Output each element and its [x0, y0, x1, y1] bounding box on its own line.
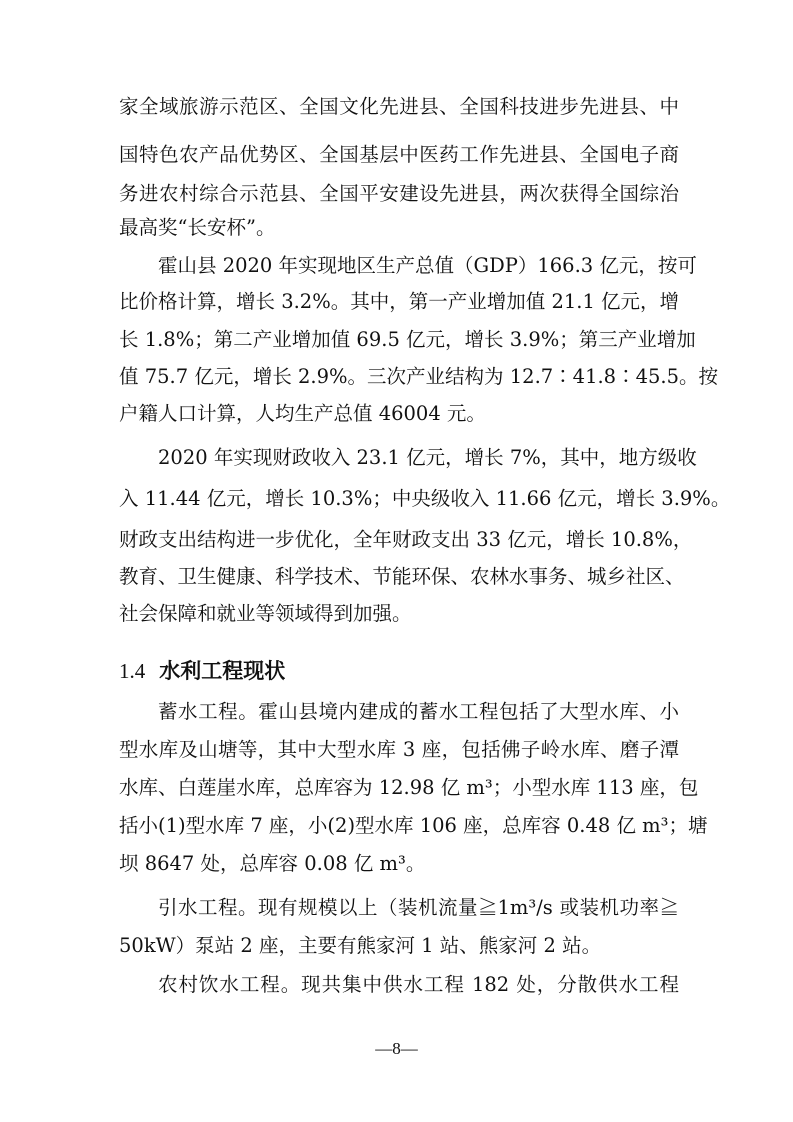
text-line: 最高奖“长安杯”。: [119, 216, 276, 239]
text-line: 括小(1)型水库 7 座，小(2)型水库 106 座，总库容 0.48 亿 m³；塘: [119, 814, 708, 837]
text-line: 50kW）泵站 2 座，主要有熊家河 1 站、熊家河 2 站。: [119, 934, 602, 957]
text-line: 入 11.44 亿元，增长 10.3%；中央级收入 11.66 亿元，增长 3.9%。: [119, 487, 731, 510]
text-line: 比价格计算，增长 3.2%。其中，第一产业增加值 21.1 亿元，增: [119, 290, 680, 313]
page-number: —8—: [375, 1039, 418, 1058]
section-number: 1.4: [119, 659, 146, 683]
text-line: 农村饮水工程。现共集中供水工程 182 处，分散供水工程: [158, 973, 679, 996]
text-line: 引水工程。现有规模以上（装机流量≧1m³/s 或装机功率≧: [158, 896, 679, 919]
text-line: 教育、卫生健康、科学技术、节能环保、农林水事务、城乡社区、: [119, 565, 685, 588]
section-title: 水利工程现状: [159, 659, 286, 683]
text-line: 型水库及山塘等，其中大型水库 3 座，包括佛子岭水库、磨子潭: [119, 738, 679, 761]
text-line: 2020 年实现财政收入 23.1 亿元，增长 7%，其中，地方级收: [158, 446, 697, 469]
text-line: 务进农村综合示范县、全国平安建设先进县，两次获得全国综治: [119, 182, 679, 205]
text-line: 坝 8647 处，总库容 0.08 亿 m³。: [119, 852, 426, 875]
text-line: 财政支出结构进一步优化，全年财政支出 33 亿元，增长 10.8%，: [119, 528, 693, 551]
text-line: 值 75.7 亿元，增长 2.9%。三次产业结构为 12.7∶41.8∶45.5。按: [119, 365, 719, 388]
text-line: 霍山县 2020 年实现地区生产总值（GDP）166.3 亿元，按可: [158, 254, 697, 277]
section-heading: [119, 657, 285, 685]
text-line: 水库、白莲崖水库，总库容为 12.98 亿 m³；小型水库 113 座，包: [119, 776, 699, 799]
text-line: 国特色农产品优势区、全国基层中医药工作先进县、全国电子商: [119, 143, 679, 166]
text-line: 社会保障和就业等领域得到加强。: [119, 602, 412, 625]
text-line: 户籍人口计算，人均生产总值 46004 元。: [119, 402, 486, 425]
text-line: 蓄水工程。霍山县境内建成的蓄水工程包括了大型水库、小: [158, 700, 679, 723]
text-line: 家全域旅游示范区、全国文化先进县、全国科技进步先进县、中: [119, 95, 679, 118]
text-line: 长 1.8%；第二产业增加值 69.5 亿元，增长 3.9%；第三产业增加: [119, 328, 696, 351]
